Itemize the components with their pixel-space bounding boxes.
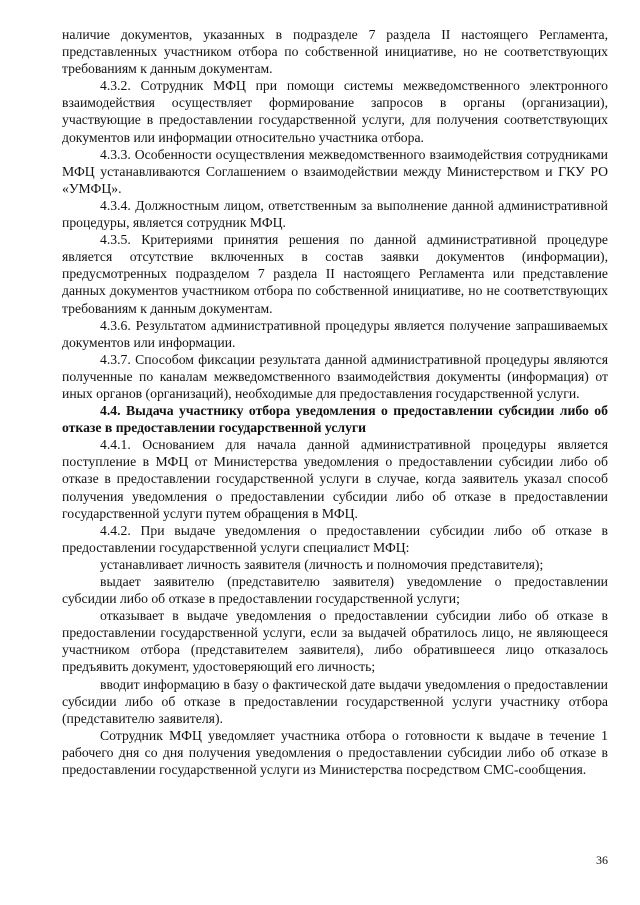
list-item-record-date: вводит информацию в базу о фактической дате выдачи уведомления о предоставлении субсидии либо об отказе в предоставлении государственной услуги участнику отбора (представителю заявителя). (62, 676, 608, 726)
paragraph-4-3-7: 4.3.7. Способом фиксации результата данной административной процедуры являются полученные по каналам межведомственного взаимодействия документы (информация) от иных органов (организаций), необходимые для предоставления государственной услуги. (62, 351, 608, 401)
paragraph-4-4-1: 4.4.1. Основанием для начала данной административной процедуры является поступление в МФЦ от Министерства уведомления о предоставлении субсидии либо об отказе в предоставлении государственной услуги в случае, когда заявитель указал способ получения уведомления о предоставлении субсидии либо об отказе в предоставлении государственной услуги путем обращения в МФЦ. (62, 437, 608, 521)
list-item-refuse: отказывает в выдаче уведомления о предоставлении субсидии либо об отказе в предоставлении государственной услуги, если за выдачей обратилось лицо, не являющееся участником отбора (представителем заявителя), либо обратившееся лицо отказалось предъявить документ, удостоверяющий его личность; (62, 608, 608, 675)
document-page (62, 26, 608, 778)
paragraph-4-3-4: 4.3.4. Должностным лицом, ответственным за выполнение данной административной процедуры, является сотрудник МФЦ. (62, 197, 608, 231)
paragraph-4-3-6: 4.3.6. Результатом административной процедуры является получение запрашиваемых документов или информации. (62, 317, 608, 350)
page-number: 36 (596, 853, 608, 867)
paragraph-4-3-5: 4.3.5. Критериями принятия решения по данной административной процедуре является отсутствие включенных в состав заявки документов (информации), предусмотренных подразделом 7 раздела II настоящего Регламента или представление данных документов участником отбора по собственной инициативе, но не соответствующих требованиям к данным документам. (62, 232, 608, 316)
list-item-identity: устанавливает личность заявителя (личность и полномочия представителя); (100, 556, 544, 572)
section-heading-4-4: 4.4. Выдача участнику отбора уведомления о предоставлении субсидии либо об отказе в предоставлении государственной услуги (62, 403, 608, 436)
paragraph-4-3-2: 4.3.2. Сотрудник МФЦ при помощи системы межведомственного электронного взаимодействия осуществляет формирование запросов в органы (организации), участвующие в предоставлении государственной услуги, для получения соответствующих документов или информации относительно участника отбора. (62, 78, 608, 145)
paragraph-4-3-3: 4.3.3. Особенности осуществления межведомственного взаимодействия сотрудниками МФЦ устанавливаются Соглашением о взаимодействии между Министерством и ГКУ РО «УМФЦ». (62, 146, 608, 196)
paragraph-continuation: наличие документов, указанных в подразделе 7 раздела II настоящего Регламента, представленных участником отбора по собственной инициативе, но не соответствующих требованиям к данным документам. (62, 27, 608, 77)
list-item-issue: выдает заявителю (представителю заявителя) уведомление о предоставлении субсидии либо об отказе в предоставлении государственной услуги; (62, 574, 608, 607)
paragraph-sms-notification: Сотрудник МФЦ уведомляет участника отбора о готовности к выдаче в течение 1 рабочего дня со дня получения уведомления о предоставлении субсидии либо об отказе в предоставлении государственной услуги из Министерства посредством СМС-сообщения. (62, 727, 608, 778)
paragraph-4-4-2: 4.4.2. При выдаче уведомления о предоставлении субсидии либо об отказе в предоставлении государственной услуги специалист МФЦ: (62, 522, 608, 555)
